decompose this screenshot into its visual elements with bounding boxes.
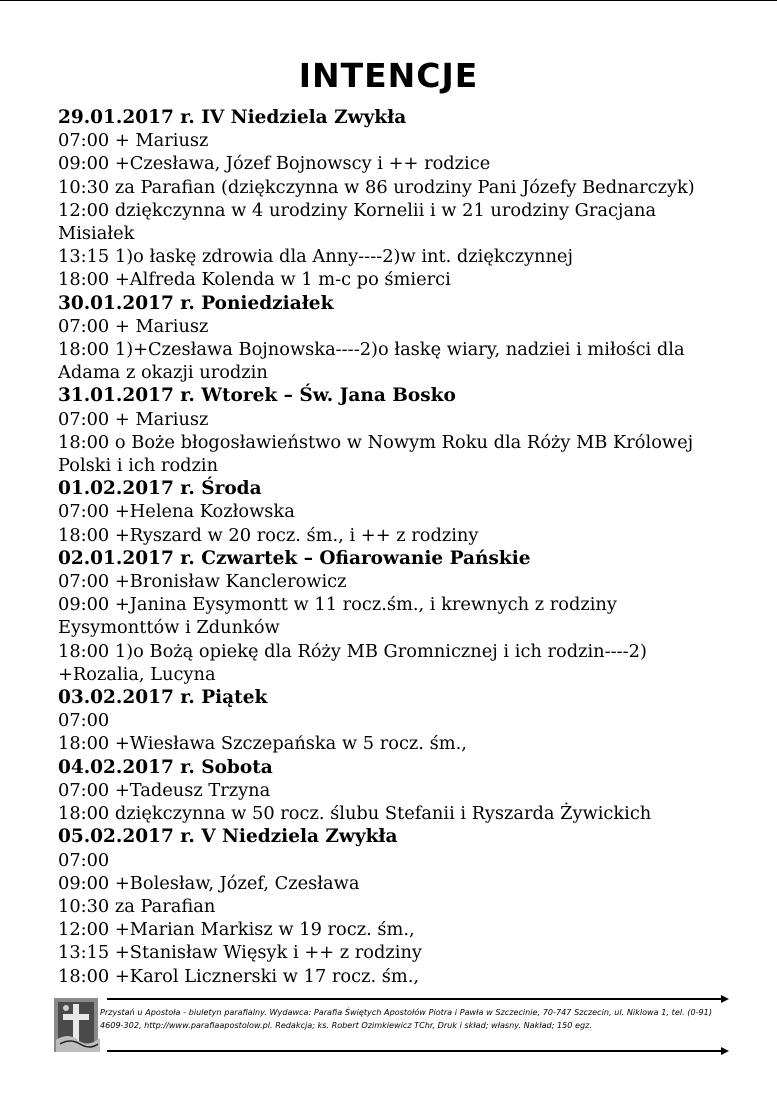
- top-border-line: [0, 0, 777, 1]
- day-header: 03.02.2017 r. Piątek: [58, 687, 268, 709]
- mass-intention: 07:00 +Bronisław Kanclerowicz: [58, 571, 347, 593]
- mass-intention: 07:00: [58, 710, 110, 732]
- mass-intention: 09:00 +Czesława, Józef Bojnowscy i ++ rodzice: [58, 153, 491, 175]
- day-header: 01.02.2017 r. Środa: [58, 478, 262, 500]
- mass-intention: 09:00 +Bolesław, Józef, Czesława: [58, 872, 360, 894]
- mass-intention-continued: Eysymonttów i Zdunków: [58, 617, 280, 639]
- footer-bottom-rule: [107, 1050, 727, 1052]
- mass-intention: 18:00 +Karol Licznerski w 17 rocz. śm.,: [58, 965, 420, 987]
- day-block: [58, 756, 758, 826]
- day-block: [58, 106, 758, 292]
- mass-intention: 18:00 1)o Bożą opiekę dla Róży MB Gromnicznej i ich rodzin----2): [58, 640, 647, 662]
- mass-intention: 18:00 +Ryszard w 20 rocz. śm., i ++ z rodziny: [58, 524, 479, 546]
- day-block: [58, 477, 758, 547]
- day-block: [58, 547, 758, 686]
- mass-intention: 10:30 za Parafian: [58, 895, 216, 917]
- day-block: [58, 384, 758, 477]
- mass-intention: 18:00 dziękczynna w 50 rocz. ślubu Stefanii i Ryszarda Żywickich: [58, 803, 652, 825]
- mass-intention: 18:00 1)+Czesława Bojnowska----2)o łaskę wiary, nadziei i miłości dla: [58, 339, 685, 361]
- mass-intention-continued: Adama z okazji urodzin: [58, 362, 268, 384]
- mass-intention: 07:00 +Tadeusz Trzyna: [58, 779, 271, 801]
- mass-intention: 12:00 +Marian Markisz w 19 rocz. śm.,: [58, 919, 415, 941]
- mass-intention: 13:15 +Stanisław Więsyk i ++ z rodziny: [58, 942, 422, 964]
- day-block: [58, 292, 758, 385]
- mass-intention: 07:00: [58, 849, 110, 871]
- intentions-list: [58, 106, 758, 988]
- bulletin-footer: [52, 994, 728, 1056]
- day-block: [58, 825, 758, 987]
- mass-intention-continued: Misiałek: [58, 223, 135, 245]
- day-header: 02.01.2017 r. Czwartek – Ofiarowanie Pańskie: [58, 547, 531, 569]
- mass-intention: 13:15 1)o łaskę zdrowia dla Anny----2)w int. dziękczynnej: [58, 246, 573, 268]
- day-header: 05.02.2017 r. V Niedziela Zwykła: [58, 826, 398, 848]
- day-header: 04.02.2017 r. Sobota: [58, 756, 273, 778]
- mass-intention-continued: Polski i ich rodzin: [58, 455, 219, 477]
- mass-intention: 07:00 + Mariusz: [58, 408, 209, 430]
- footer-imprint-text: Przystań u Apostoła - biuletyn parafialny. Wydawca: Parafia Świętych Apostołów Piotra i Pawła w Szczecinie, 70-747 Szczecin, ul. Niklowa 1, tel. (0-91) 4609-302, http://www.parafiaapostolow.pl. Redakcja; ks. Robert Ozimkiewicz TChr, Druk i skład; własny. Nakład; 150 egz.: [100, 1007, 712, 1030]
- mass-intention: 07:00 + Mariusz: [58, 130, 209, 152]
- day-block: [58, 686, 758, 756]
- mass-intention-continued: +Rozalia, Lucyna: [58, 663, 216, 685]
- mass-intention: 07:00 + Mariusz: [58, 315, 209, 337]
- footer-top-rule: [107, 998, 727, 1000]
- mass-intention: 12:00 dziękczynna w 4 urodziny Kornelii i w 21 urodziny Gracjana: [58, 199, 657, 221]
- mass-intention: 10:30 za Parafian (dziękczynna w 86 urodziny Pani Józefy Bednarczyk): [58, 176, 695, 198]
- day-header: 29.01.2017 r. IV Niedziela Zwykła: [58, 107, 407, 128]
- mass-intention: 18:00 +Alfreda Kolenda w 1 m-c po śmierci: [58, 269, 451, 291]
- mass-intention: 09:00 +Janina Eysymontt w 11 rocz.śm., i krewnych z rodziny: [58, 594, 617, 616]
- parish-logo-icon: [52, 994, 102, 1056]
- day-header: 30.01.2017 r. Poniedziałek: [58, 292, 334, 314]
- mass-intention: 07:00 +Helena Kozłowska: [58, 501, 295, 523]
- mass-intention: 18:00 +Wiesława Szczepańska w 5 rocz. śm.,: [58, 733, 467, 755]
- page-title: INTENCJE: [298, 56, 479, 95]
- day-header: 31.01.2017 r. Wtorek – Św. Jana Bosko: [58, 385, 456, 407]
- mass-intention: 18:00 o Boże błogosławieństwo w Nowym Roku dla Róży MB Królowej: [58, 431, 694, 453]
